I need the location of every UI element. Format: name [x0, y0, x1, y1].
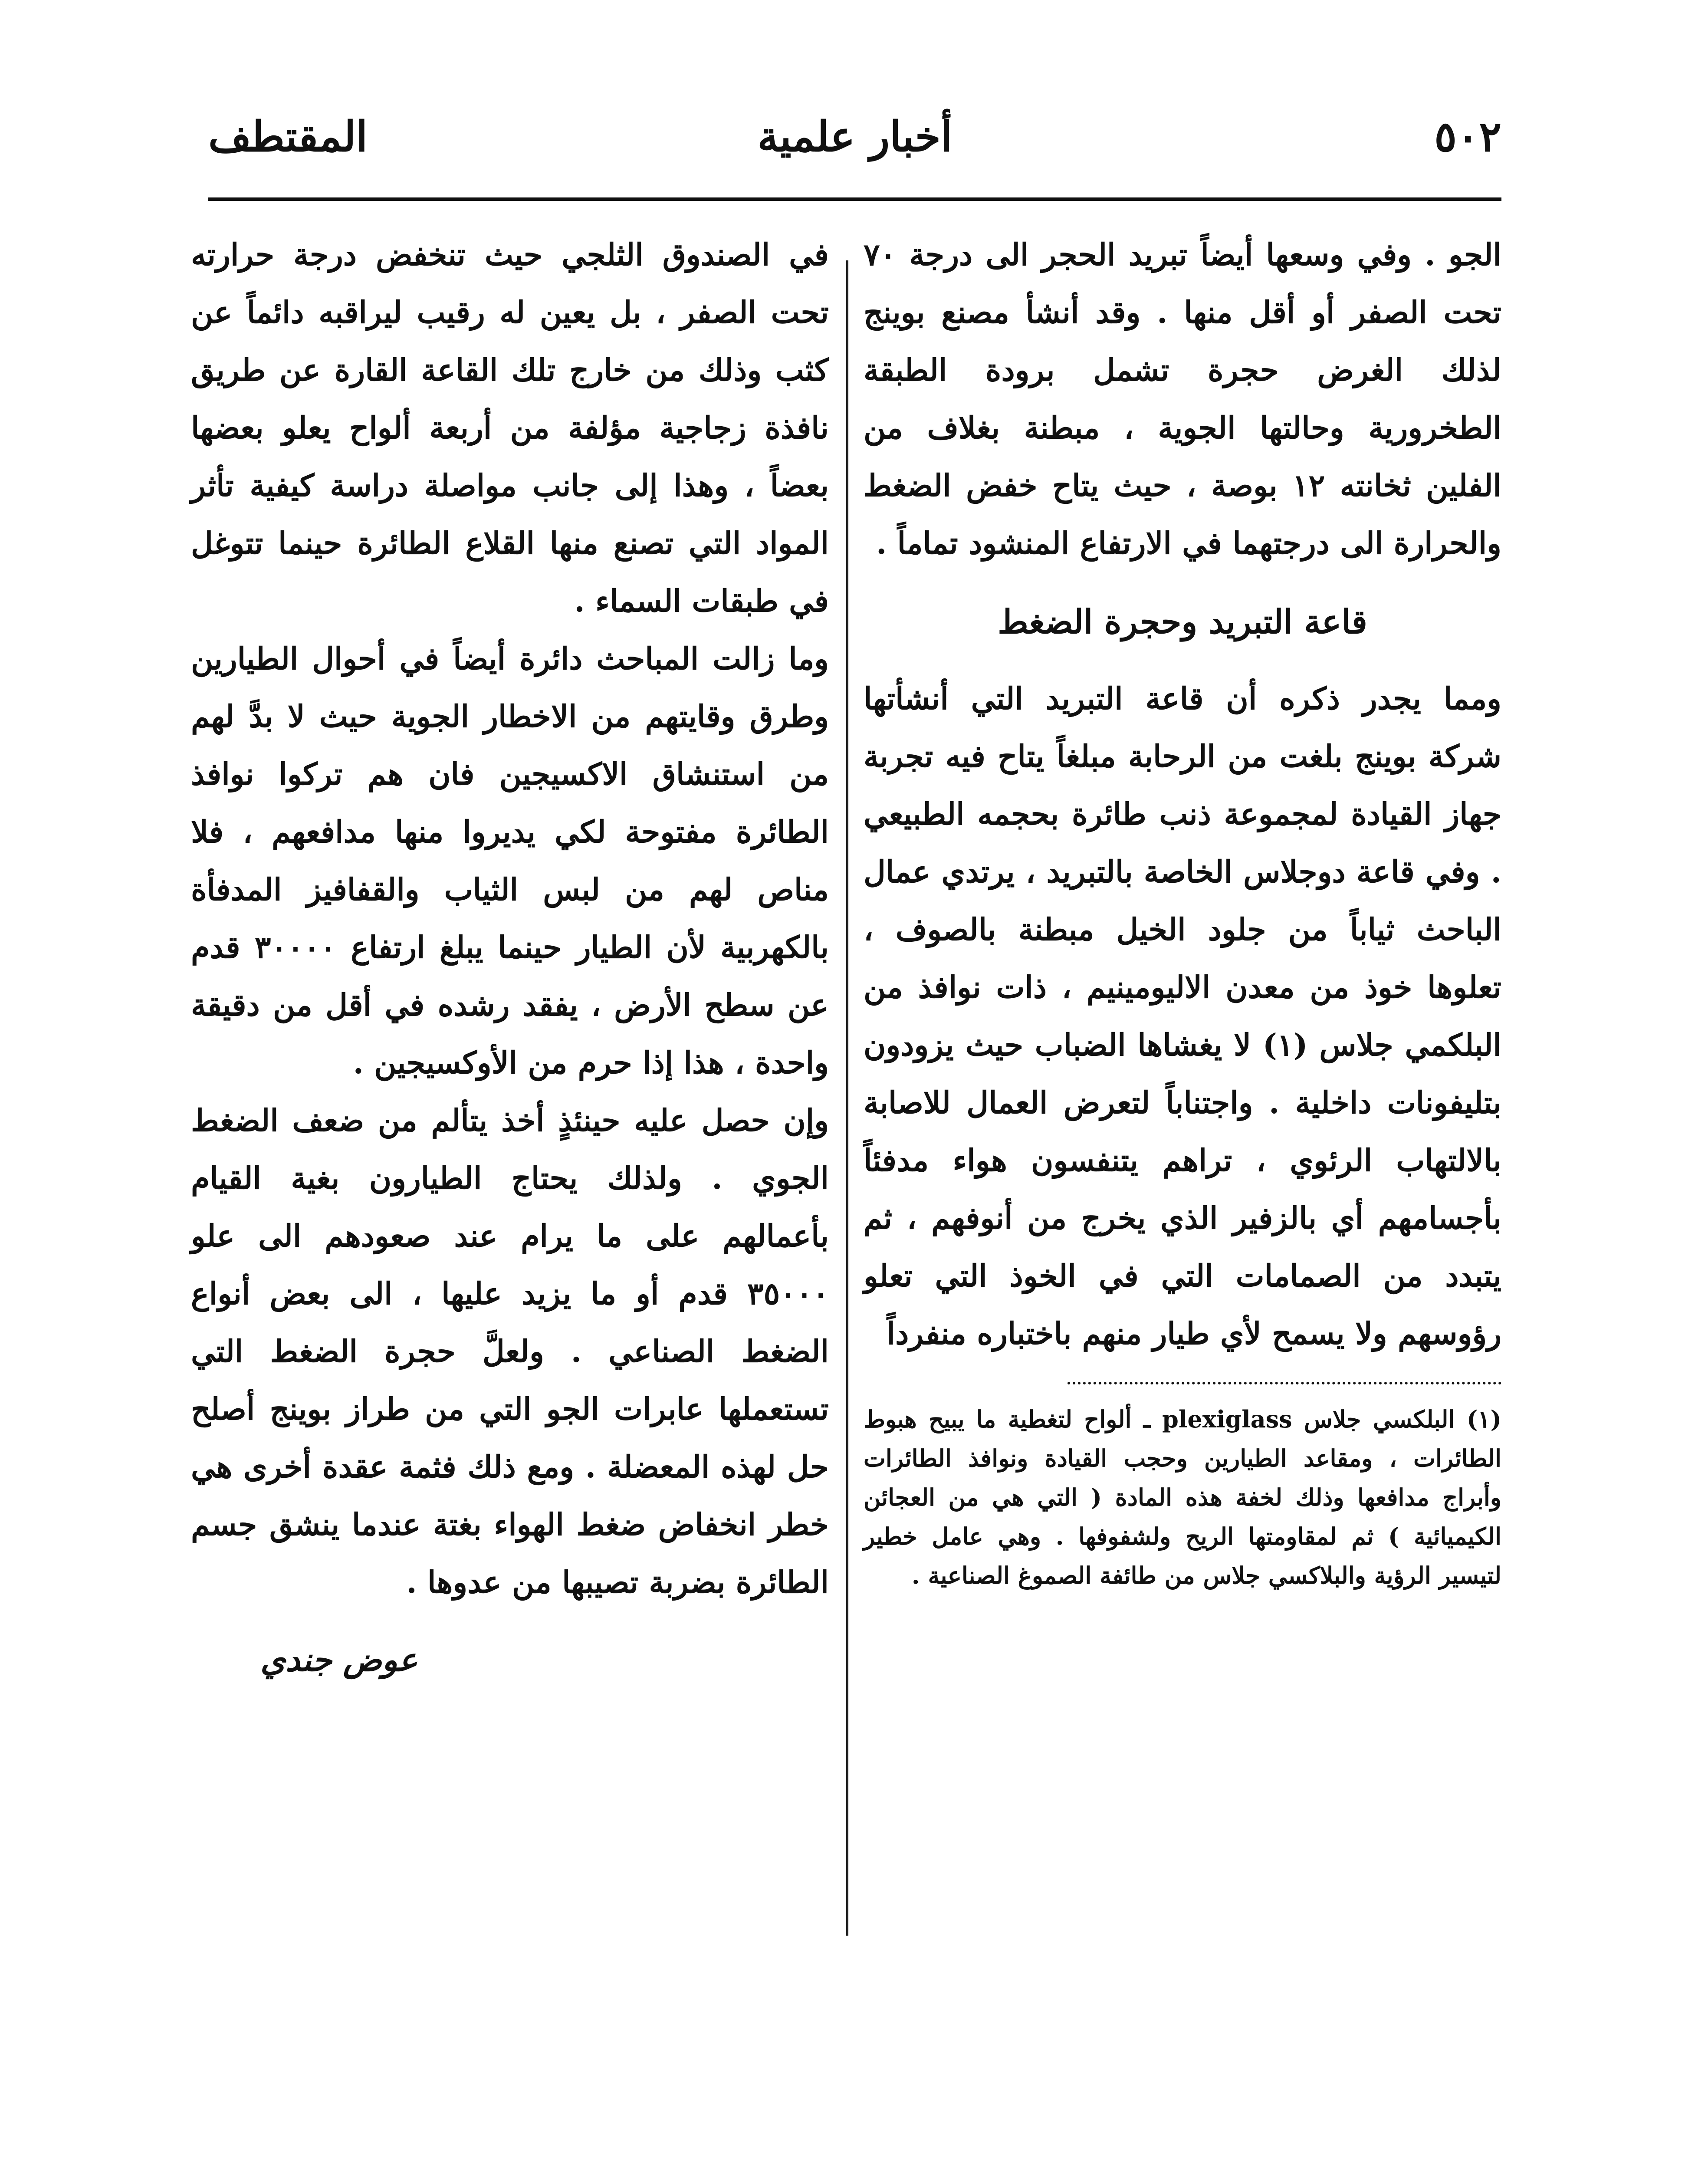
journal-title: المقتطف — [208, 112, 368, 161]
footnote-separator — [1068, 1382, 1501, 1384]
footnote: (١) البلكسي جلاس plexiglass ـ ألواح لتغطية ما يبيح هبوط الطائرات ، ومقاعد الطيارين وحجب القيادة ونوافذ الطائرات وأبراج مدافعها وذلك لخفة هذه المادة ( التي هي من العجائن الكيميائية ) ثم لمقاومتها الريح ولشفوفها . وهي عامل خطير لتيسير الرؤية والبلاكسي جلاس من طائفة الصموغ الصناعية . — [864, 1405, 1501, 1589]
section-title: أخبار علمية — [757, 112, 953, 161]
article-paragraph: وما زالت المباحث دائرة أيضاً في أحوال الطيارين وطرق وقايتهم من الاخطار الجوية حيث لا بدَّ لهم من استنشاق الاكسيجين فان هم تركوا نوافذ الطائرة مفتوحة لكي يديروا منها مدافعهم ، فلا مناص لهم من لبس الثياب والقفافيز المدفأة بالكهربية لأن الطيار حينما يبلغ ارتفاع ٣٠٠٠٠ قدم عن سطح الأرض ، يفقد رشده في أقل من دقيقة واحدة ، هذا إذا حرم من الأوكسيجين . — [191, 641, 829, 1081]
article-paragraph: الجو . وفي وسعها أيضاً تبريد الحجر الى درجة ٧٠ تحت الصفر أو أقل منها . وقد أنشأ مصنع بوينج لذلك الغرض حجرة تشمل برودة الطبقة الطخرورية وحالتها الجوية ، مبطنة بغلاف من الفلين ثخانته ١٢ بوصة ، حيث يتاح خفض الضغط والحرارة الى درجتهما في الارتفاع المنشود تماماً . — [864, 237, 1502, 561]
left-column — [191, 226, 829, 1679]
article-paragraph: وإن حصل عليه حينئذٍ أخذ يتألم من ضعف الضغط الجوي . ولذلك يحتاج الطيارون بغية القيام بأعمالهم على ما يرام عند صعودهم الى علو ٣٥٠٠٠ قدم أو ما يزيد عليها ، الى بعض أنواع الضغط الصناعي . ولعلَّ حجرة الضغط التي تستعملها عابرات الجو التي من طراز بوينج أصلح حل لهذه المعضلة . ومع ذلك فثمة عقدة أخرى هي خطر انخفاض ضغط الهواء بغتة عندما ينشق جسم الطائرة بضربة تصيبها من عدوها . — [191, 1102, 829, 1600]
right-column — [864, 226, 1501, 1595]
column-divider — [846, 260, 848, 1936]
page-number: ٥٠٢ — [1434, 112, 1501, 161]
header-rule — [208, 197, 1501, 201]
page-header — [208, 104, 1501, 182]
section-subheading: قاعة التبريد وحجرة الضغط — [998, 602, 1367, 641]
author-signature: عوض جندي — [260, 1641, 418, 1679]
article-paragraph: ومما يجدر ذكره أن قاعة التبريد التي أنشأتها شركة بوينج بلغت من الرحابة مبلغاً يتاح فيه تجربة جهاز القيادة لمجموعة ذنب طائرة بحجمه الطبيعي . وفي قاعة دوجلاس الخاصة بالتبريد ، يرتدي عمال الباحث ثياباً من جلود الخيل مبطنة بالصوف ، تعلوها خوذ من معدن الاليومينيم ، ذات نوافذ من البلكمي جلاس (١) لا يغشاها الضباب حيث يزودون بتليفونات داخلية . واجتناباً لتعرض العمال للاصابة بالالتهاب الرئوي ، تراهم يتنفسون هواء مدفئاً بأجسامهم أي بالزفير الذي يخرج من أنوفهم ، ثم يتبدد من الصمامات التي في الخوذ التي تعلو رؤوسهم ولا يسمح لأي طيار منهم باختباره منفرداً — [864, 681, 1501, 1351]
article-paragraph: في الصندوق الثلجي حيث تنخفض درجة حرارته تحت الصفر ، بل يعين له رقيب ليراقبه دائماً عن كثب وذلك من خارج تلك القاعة القارة عن طريق نافذة زجاجية مؤلفة من أربعة ألواح يعلو بعضها بعضاً ، وهذا إلى جانب مواصلة دراسة كيفية تأثر المواد التي تصنع منها القلاع الطائرة حينما تتوغل في طبقات السماء . — [191, 237, 829, 619]
